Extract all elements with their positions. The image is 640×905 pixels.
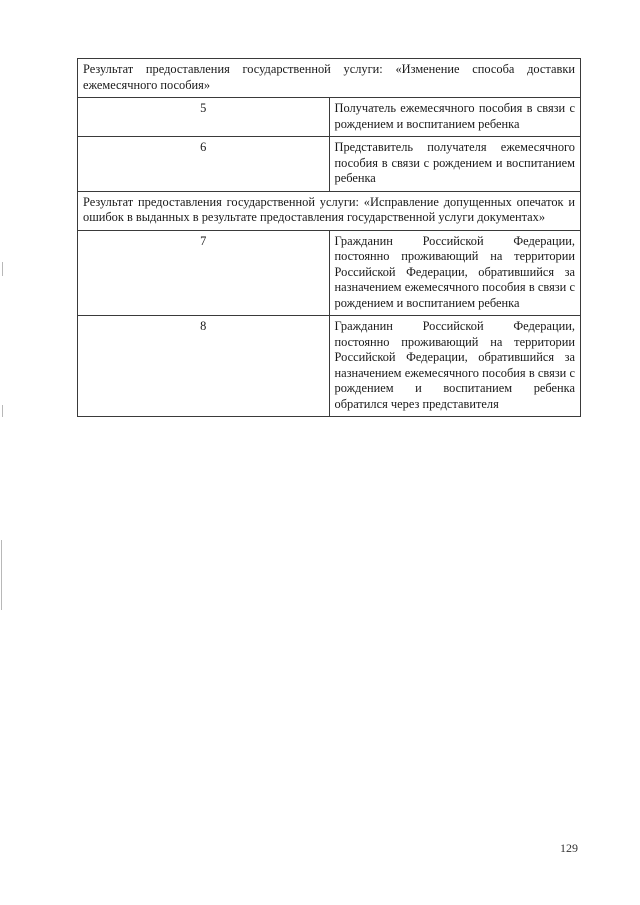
section-heading-delivery-change: Результат предоставления государственной услуги: «Изменение способа доставки ежемесячного пособия» (78, 59, 581, 98)
section-heading-row (78, 59, 581, 98)
scan-artifact (1, 540, 2, 610)
section-heading-error-correction: Результат предоставления государственной услуги: «Исправление допущенных опечаток и ошибок в выданных в результате предоставления государственной услуги документах» (78, 191, 581, 230)
row-text: Гражданин Российской Федерации, постоянно проживающий на территории Российской Федерации, обратившийся за назначением ежемесячного пособия в связи с рождением и воспитанием ребенка обратился через представителя (329, 316, 581, 417)
recipients-table (77, 58, 581, 417)
row-number: 5 (78, 98, 330, 137)
row-number: 6 (78, 137, 330, 192)
table-row (78, 98, 581, 137)
row-number: 7 (78, 230, 330, 316)
row-text: Представитель получателя ежемесячного пособия в связи с рождением и воспитанием ребенка (329, 137, 581, 192)
row-text: Получатель ежемесячного пособия в связи с рождением и воспитанием ребенка (329, 98, 581, 137)
row-text: Гражданин Российской Федерации, постоянно проживающий на территории Российской Федерации, обратившийся за назначением ежемесячного пособия в связи с рождением и воспитанием ребенка (329, 230, 581, 316)
scan-artifact (2, 405, 3, 417)
page-number: 129 (560, 841, 578, 855)
table-row (78, 230, 581, 316)
scan-artifact (2, 262, 3, 276)
section-heading-row (78, 191, 581, 230)
table-row (78, 316, 581, 417)
table-row (78, 137, 581, 192)
row-number: 8 (78, 316, 330, 417)
